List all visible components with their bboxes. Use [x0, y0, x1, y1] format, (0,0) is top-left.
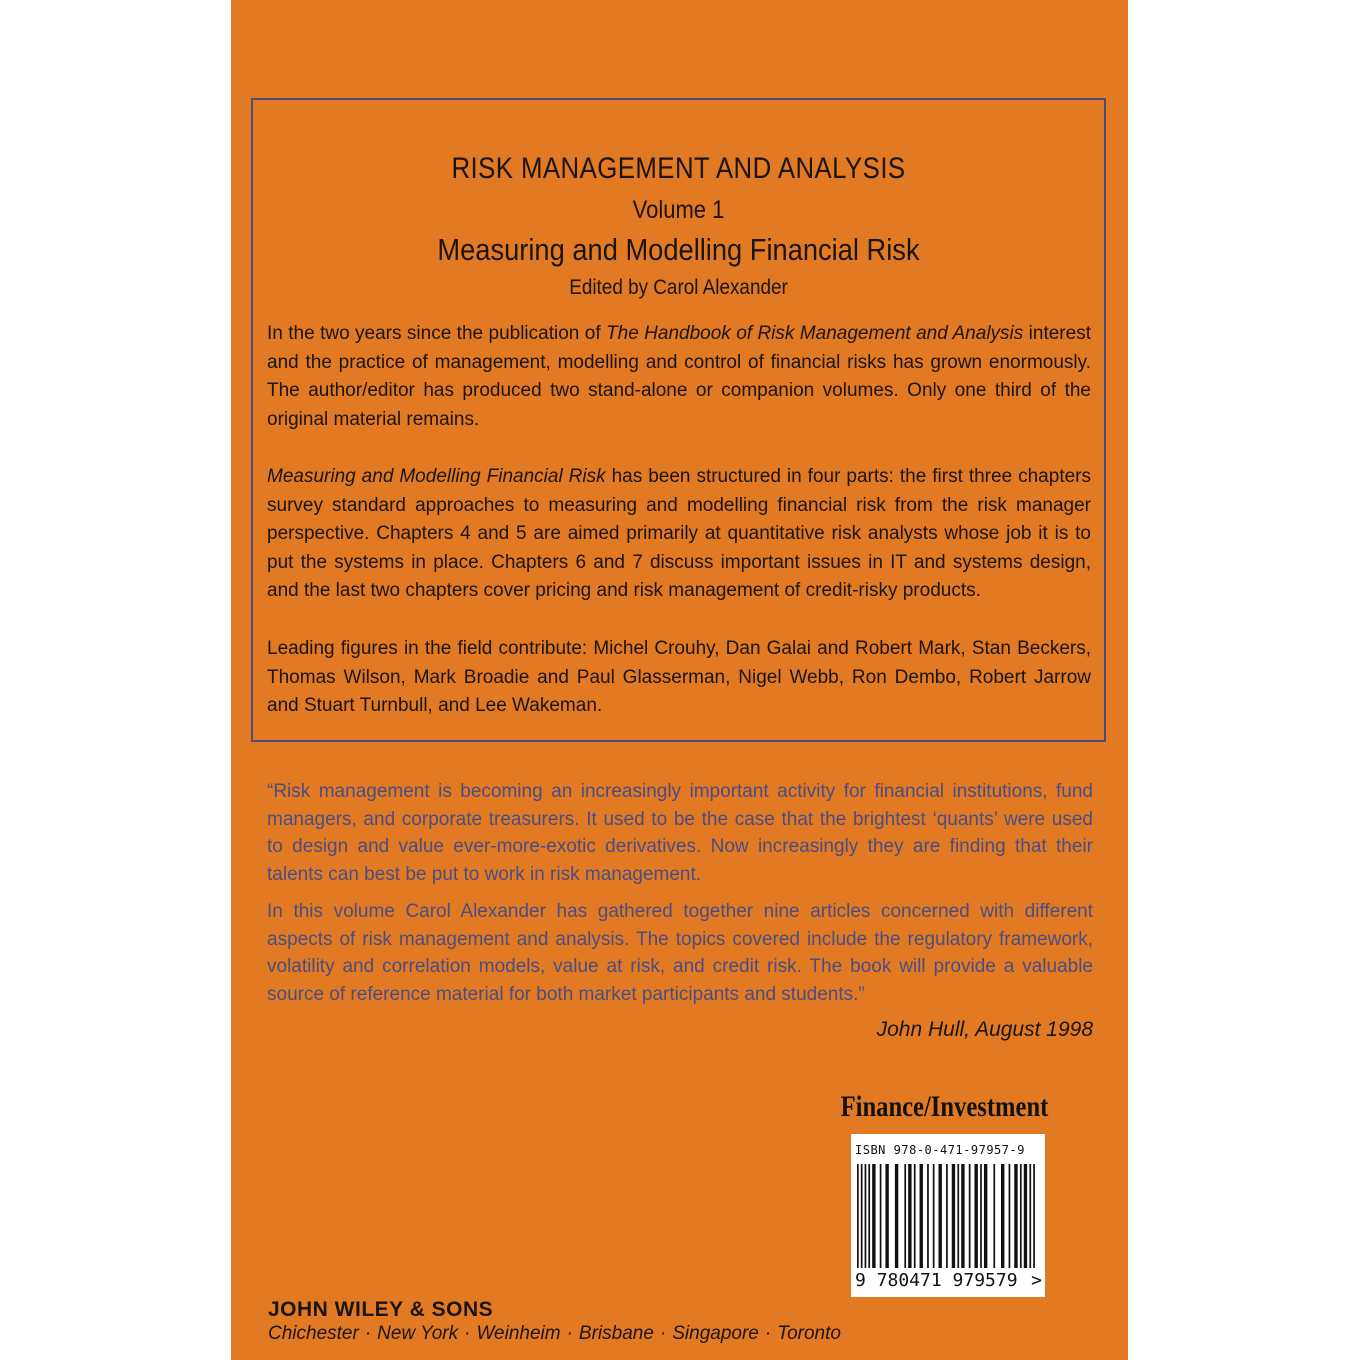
barcode-bar — [868, 1164, 870, 1268]
city-name: New York — [377, 1323, 459, 1344]
city-name: Weinheim — [476, 1323, 561, 1344]
city-separator: · — [659, 1323, 667, 1344]
barcode-bar — [933, 1164, 935, 1268]
barcode-bar — [1009, 1164, 1011, 1268]
description-frame — [251, 98, 1106, 742]
publisher-cities — [268, 1323, 841, 1345]
barcode-bar — [927, 1164, 929, 1268]
barcode-bar — [980, 1164, 982, 1268]
p1-text-a: In the two years since the publication of — [267, 323, 607, 344]
barcode-bar — [865, 1164, 867, 1268]
barcode-bar — [961, 1164, 964, 1268]
barcode-bar — [1033, 1164, 1035, 1268]
publisher-name: JOHN WILEY & SONS — [268, 1298, 494, 1321]
barcode-bar — [880, 1164, 882, 1268]
description-paragraph-2 — [267, 463, 1091, 606]
p1-text-b: interest and the practice of management, modelling and control of financial risks has grown enormously. The author/editor has produced two stand-alone or companion volumes. Only one third of the original material remains. — [267, 323, 1091, 430]
barcode-bar — [974, 1164, 977, 1268]
editor-credit: Edited by Carol Alexander — [569, 276, 788, 299]
review-quote-2: In this volume Carol Alexander has gathered together nine articles concerned with different aspects of risk management and analysis. The topics covered include the regulatory framework, volatility and correlation models, value at risk, and credit risk. The book will provide a valuable source of reference material for both market participants and students.” — [267, 901, 1093, 1005]
ean-arrow: > — [1031, 1270, 1042, 1291]
barcode-bar — [1001, 1164, 1004, 1268]
city-separator: · — [364, 1323, 372, 1344]
city-name: Singapore — [672, 1323, 759, 1344]
city-separator: · — [764, 1323, 772, 1344]
p2-text: has been structured in four parts: the first three chapters survey standard approaches to measuring and modelling financial risk from the risk manager perspective. Chapters 4 and 5 are aimed primarily at quantitative risk analysts whose job it is to put the systems in place. Chapters 6 and 7 discuss important issues in IT and systems design, and the last two chapters cover pricing and risk management of credit-risky products. — [267, 466, 1091, 601]
barcode-bar — [952, 1164, 955, 1268]
city-name: Brisbane — [578, 1323, 654, 1344]
p2-book-title: Measuring and Modelling Financial Risk — [267, 466, 606, 487]
barcode-bar — [908, 1164, 911, 1268]
barcode-bar — [938, 1164, 941, 1268]
review-attribution: John Hull, August 1998 — [876, 1018, 1093, 1041]
barcode-bar — [914, 1164, 916, 1268]
barcode-bar — [946, 1164, 948, 1268]
barcode-bar — [984, 1164, 987, 1268]
description-paragraph-1 — [267, 320, 1091, 434]
city-separator: · — [464, 1323, 471, 1344]
barcode-bar — [1024, 1164, 1027, 1268]
barcode-bar — [1029, 1164, 1031, 1268]
barcode-bar — [872, 1164, 875, 1268]
barcode-bar — [885, 1164, 888, 1268]
series-title: RISK MANAGEMENT AND ANALYSIS — [451, 152, 906, 185]
barcode-bar — [895, 1164, 898, 1268]
description-paragraph-3: Leading figures in the field contribute: Michel Crouhy, Dan Galai and Robert Mark, Stan Beckers, Thomas Wilson, Mark Broadie and Paul Glasserman, Nigel Webb, Ron Dembo, Robert Jarrow and Stuart Turnbull, and Lee Wakeman. — [267, 638, 1091, 716]
book-subtitle: Measuring and Modelling Financial Risk — [437, 232, 920, 267]
p1-handbook-title: The Handbook of Risk Management and Analysis — [606, 323, 1024, 344]
volume-label: Volume 1 — [632, 196, 725, 224]
isbn-text: ISBN 978-0-471-97957-9 — [855, 1143, 1025, 1157]
review-quote-1: “Risk management is becoming an increasingly important activity for financial institutions, fund managers, and corporate treasurers. It used to be the case that the brightest ‘quants’ were used to design and value ever-more-exotic derivatives. Now increasingly they are finding that their talents can best be put to work in risk management. — [267, 781, 1093, 885]
back-cover — [231, 0, 1128, 1360]
barcode-panel — [851, 1134, 1045, 1297]
category-label: Finance/Investment — [840, 1090, 1048, 1123]
barcode-bars — [857, 1164, 1039, 1268]
barcode-bar — [993, 1164, 995, 1268]
ean-number: 9 780471 979579 — [855, 1270, 1018, 1291]
barcode-bar — [920, 1164, 923, 1268]
barcode-bar — [904, 1164, 906, 1268]
barcode-bar — [969, 1164, 971, 1268]
city-name: Toronto — [777, 1323, 841, 1344]
city-name: Chichester — [268, 1323, 359, 1344]
barcode-bar — [957, 1164, 959, 1268]
city-separator: · — [566, 1323, 573, 1344]
barcode-bar — [861, 1164, 863, 1268]
barcode-bar — [1020, 1164, 1022, 1268]
barcode-bar — [857, 1164, 859, 1268]
barcode-bar — [1014, 1164, 1017, 1268]
